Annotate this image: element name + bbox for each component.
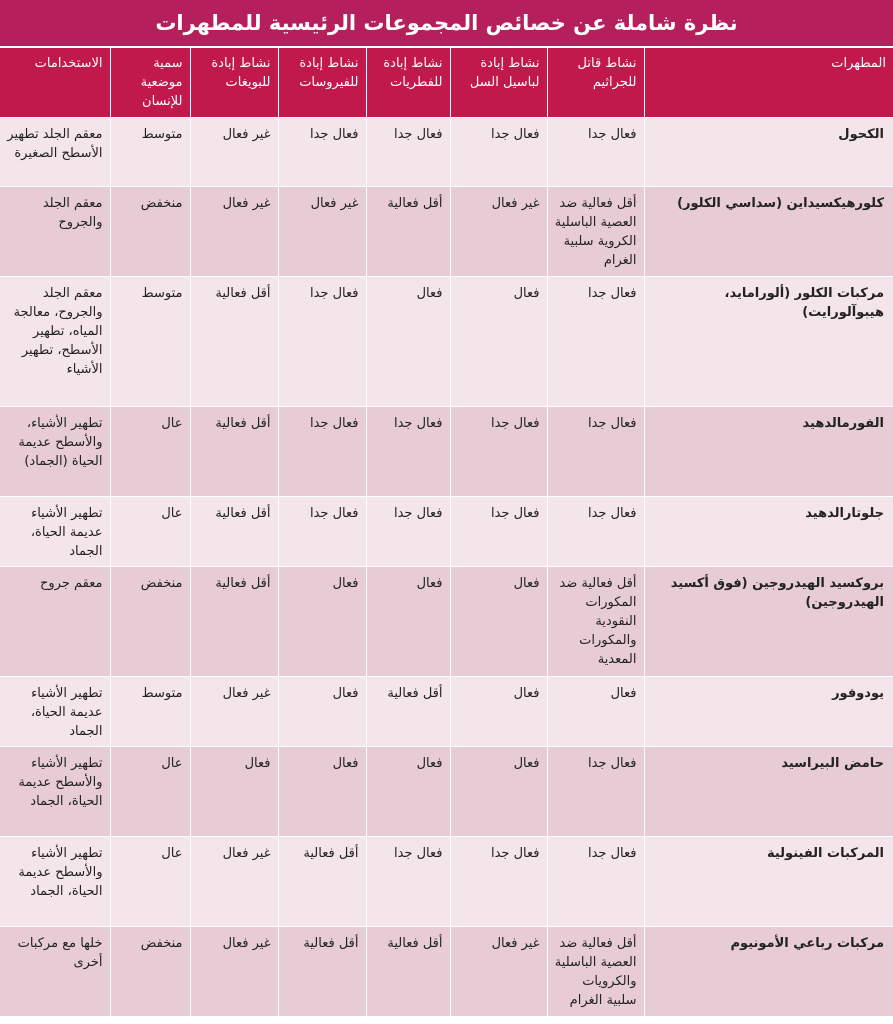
sporicidal-cell: غير فعال xyxy=(190,837,278,927)
uses-cell: تطهير الأشياء والأسطح عديمة الحياة، الجماد xyxy=(0,747,110,837)
page-title: نظرة شاملة عن خصائص المجموعات الرئيسية للمطهرات xyxy=(0,0,893,46)
toxicity-cell: متوسط xyxy=(110,277,190,407)
toxicity-cell: عال xyxy=(110,497,190,567)
toxicity-cell: عال xyxy=(110,837,190,927)
bactericidal-cell: أقل فعالية ضد العصية الباسلية الكروية سلبية الغرام xyxy=(547,187,644,277)
bactericidal-cell: فعال جدا xyxy=(547,277,644,407)
disinfectant-name: مركبات رباعي الأمونيوم xyxy=(644,927,893,1017)
toxicity-cell: عال xyxy=(110,407,190,497)
mycobactericidal-cell: غير فعال xyxy=(450,187,547,277)
header-mycobactericidal: نشاط إبادة لباسيل السل xyxy=(450,48,547,118)
sporicidal-cell: أقل فعالية xyxy=(190,497,278,567)
table-row xyxy=(0,747,893,837)
virucidal-cell: غير فعال xyxy=(278,187,366,277)
toxicity-cell: متوسط xyxy=(110,677,190,747)
bactericidal-cell: أقل فعالية ضد المكورات النقودية والمكورات المعدية xyxy=(547,567,644,677)
sporicidal-cell: أقل فعالية xyxy=(190,407,278,497)
bactericidal-cell: فعال جدا xyxy=(547,747,644,837)
disinfectant-name: حامض البيراسيد xyxy=(644,747,893,837)
virucidal-cell: فعال xyxy=(278,747,366,837)
fungicidal-cell: أقل فعالية xyxy=(366,187,450,277)
table-row xyxy=(0,567,893,677)
fungicidal-cell: فعال جدا xyxy=(366,497,450,567)
header-toxicity: سمية موضعية للإنسان xyxy=(110,48,190,118)
disinfectant-name: كلورهيكسيداين (سداسي الكلور) xyxy=(644,187,893,277)
uses-cell: تطهير الأشياء عديمة الحياة، الجماد xyxy=(0,677,110,747)
virucidal-cell: فعال xyxy=(278,677,366,747)
fungicidal-cell: فعال جدا xyxy=(366,407,450,497)
toxicity-cell: عال xyxy=(110,747,190,837)
sporicidal-cell: غير فعال xyxy=(190,927,278,1017)
mycobactericidal-cell: غير فعال xyxy=(450,927,547,1017)
header-bactericidal: نشاط قاتل للجراثيم xyxy=(547,48,644,118)
bactericidal-cell: فعال xyxy=(547,677,644,747)
table-row xyxy=(0,277,893,407)
mycobactericidal-cell: فعال xyxy=(450,677,547,747)
header-sporicidal: نشاط إبادة للبويغات xyxy=(190,48,278,118)
uses-cell: خلها مع مركبات أخرى xyxy=(0,927,110,1017)
disinfectant-name: جلوتارالدهيد xyxy=(644,497,893,567)
bactericidal-cell: أقل فعالية ضد العصية الباسلية والكرويات سلبية الغرام xyxy=(547,927,644,1017)
table-row xyxy=(0,118,893,187)
sporicidal-cell: غير فعال xyxy=(190,187,278,277)
mycobactericidal-cell: فعال جدا xyxy=(450,407,547,497)
fungicidal-cell: فعال xyxy=(366,747,450,837)
disinfectant-name: بروكسيد الهيدروجين (فوق أكسيد الهيدروجين) xyxy=(644,567,893,677)
fungicidal-cell: فعال جدا xyxy=(366,837,450,927)
disinfectant-name: الكحول xyxy=(644,118,893,187)
sporicidal-cell: غير فعال xyxy=(190,118,278,187)
fungicidal-cell: أقل فعالية xyxy=(366,927,450,1017)
disinfectant-name: الفورمالدهيد xyxy=(644,407,893,497)
fungicidal-cell: فعال جدا xyxy=(366,118,450,187)
sporicidal-cell: غير فعال xyxy=(190,677,278,747)
header-disinfectants: المطهرات xyxy=(644,48,893,118)
toxicity-cell: متوسط xyxy=(110,118,190,187)
fungicidal-cell: أقل فعالية xyxy=(366,677,450,747)
header-fungicidal: نشاط إبادة للفطريات xyxy=(366,48,450,118)
uses-cell: تطهير الأشياء عديمة الحياة، الجماد xyxy=(0,497,110,567)
table-row xyxy=(0,187,893,277)
mycobactericidal-cell: فعال جدا xyxy=(450,118,547,187)
bactericidal-cell: فعال جدا xyxy=(547,407,644,497)
uses-cell: معقم الجلد والجروح xyxy=(0,187,110,277)
virucidal-cell: فعال جدا xyxy=(278,118,366,187)
virucidal-cell: فعال جدا xyxy=(278,407,366,497)
virucidal-cell: فعال جدا xyxy=(278,497,366,567)
mycobactericidal-cell: فعال جدا xyxy=(450,837,547,927)
uses-cell: تطهير الأشياء، والأسطح عديمة الحياة (الجماد) xyxy=(0,407,110,497)
mycobactericidal-cell: فعال xyxy=(450,277,547,407)
table-row xyxy=(0,497,893,567)
mycobactericidal-cell: فعال xyxy=(450,567,547,677)
disinfectants-table xyxy=(0,48,893,1017)
virucidal-cell: فعال xyxy=(278,567,366,677)
fungicidal-cell: فعال xyxy=(366,277,450,407)
sporicidal-cell: أقل فعالية xyxy=(190,277,278,407)
table-header-row xyxy=(0,48,893,118)
sporicidal-cell: فعال xyxy=(190,747,278,837)
fungicidal-cell: فعال xyxy=(366,567,450,677)
sporicidal-cell: أقل فعالية xyxy=(190,567,278,677)
mycobactericidal-cell: فعال xyxy=(450,747,547,837)
toxicity-cell: منخفض xyxy=(110,567,190,677)
disinfectant-name: مركبات الكلور (ألورامايد، هيبوآلورايت) xyxy=(644,277,893,407)
table-row xyxy=(0,677,893,747)
bactericidal-cell: فعال جدا xyxy=(547,837,644,927)
toxicity-cell: منخفض xyxy=(110,927,190,1017)
disinfectant-name: المركبات الفينولية xyxy=(644,837,893,927)
table-row xyxy=(0,837,893,927)
table-row xyxy=(0,927,893,1017)
toxicity-cell: منخفض xyxy=(110,187,190,277)
header-virucidal: نشاط إبادة للفيروسات xyxy=(278,48,366,118)
table-row xyxy=(0,407,893,497)
bactericidal-cell: فعال جدا xyxy=(547,118,644,187)
virucidal-cell: أقل فعالية xyxy=(278,837,366,927)
mycobactericidal-cell: فعال جدا xyxy=(450,497,547,567)
virucidal-cell: فعال جدا xyxy=(278,277,366,407)
disinfectant-name: يودوفور xyxy=(644,677,893,747)
uses-cell: معقم الجلد تطهير الأسطح الصغيرة xyxy=(0,118,110,187)
uses-cell: معقم جروح xyxy=(0,567,110,677)
header-uses: الاستخدامات xyxy=(0,48,110,118)
virucidal-cell: أقل فعالية xyxy=(278,927,366,1017)
uses-cell: معقم الجلد والجروح، معالجة المياه، تطهير الأسطح، تطهير الأشياء xyxy=(0,277,110,407)
uses-cell: تطهير الأشياء والأسطح عديمة الحياة، الجماد xyxy=(0,837,110,927)
bactericidal-cell: فعال جدا xyxy=(547,497,644,567)
